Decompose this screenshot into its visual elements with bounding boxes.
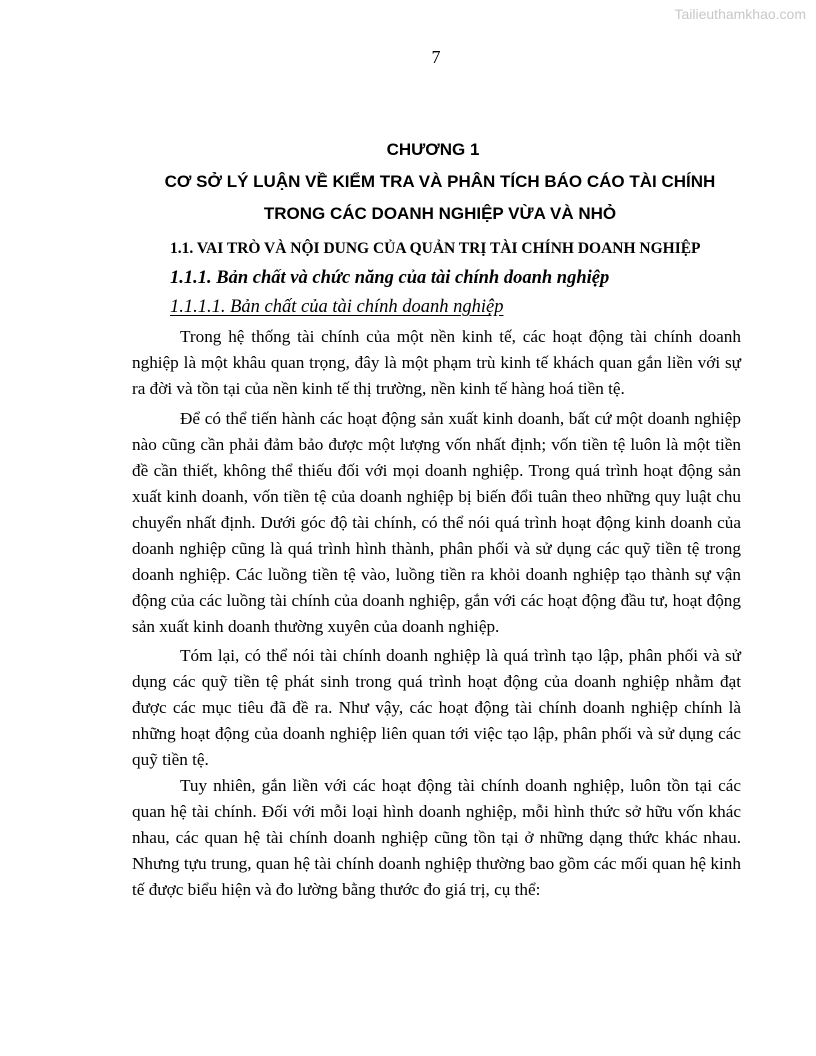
paragraph-text: Để có thể tiến hành các hoạt động sản xuất kinh doanh, bất cứ một doanh nghiệp nào cũng cần phải đảm bảo được một lượng vốn nhất định; vốn tiền tệ luôn là một tiền đề cần thiết, không thể thiếu đối với mọi doanh nghiệp. Trong quá trình hoạt động sản xuất kinh doanh, vốn tiền tệ của doanh nghiệp bị biến đổi tuân theo những quy luật chu chuyển nhất định. Dưới góc độ tài chính, có thể nói quá trình hoạt động kinh doanh của doanh nghiệp cũng là quá trình hình thành, phân phối và sử dụng các quỹ tiền tệ trong doanh nghiệp. Các luồng tiền tệ vào, luồng tiền ra khỏi doanh nghiệp tạo thành sự vận động của các luồng tài chính của doanh nghiệp, gắn với các hoạt động đầu tư, hoạt động sản xuất kinh doanh thường xuyên của doanh nghiệp. — [132, 409, 741, 636]
body-paragraph-2 — [132, 406, 741, 640]
body-paragraph-4 — [132, 773, 741, 903]
watermark: Tailieuthamkhao.com — [674, 6, 806, 22]
subsubsection-heading: 1.1.1.1. Bản chất của tài chính doanh nghiệp — [170, 297, 504, 317]
page-number: 7 — [431, 47, 441, 67]
chapter-title-line-1: CƠ SỞ LÝ LUẬN VỀ KIỂM TRA VÀ PHÂN TÍCH BÁO CÁO TÀI CHÍNH — [164, 172, 716, 191]
paragraph-text: Trong hệ thống tài chính của một nền kinh tế, các hoạt động tài chính doanh nghiệp là một khâu quan trọng, đây là một phạm trù kinh tế khách quan gắn liền với sự ra đời và tồn tại của nền kinh tế thị trường, nền kinh tế hàng hoá tiền tệ. — [132, 327, 741, 398]
subsection-heading: 1.1.1. Bản chất và chức năng của tài chính doanh nghiệp — [170, 268, 610, 288]
body-paragraph-3 — [132, 643, 741, 773]
paragraph-text: Tuy nhiên, gắn liền với các hoạt động tài chính doanh nghiệp, luôn tồn tại các quan hệ tài chính. Đối với mỗi loại hình doanh nghiệp, mỗi hình thức sở hữu vốn khác nhau, các quan hệ tài chính doanh nghiệp cũng tồn tại ở những dạng thức khác nhau. Nhưng tựu trung, quan hệ tài chính doanh nghiệp thường bao gồm các mối quan hệ kinh tế được biểu hiện và đo lường bằng thước đo giá trị, cụ thể: — [132, 776, 741, 899]
section-heading: 1.1. VAI TRÒ VÀ NỘI DUNG CỦA QUẢN TRỊ TÀI CHÍNH DOANH NGHIỆP — [170, 240, 701, 257]
chapter-title-line-2: TRONG CÁC DOANH NGHIỆP VỪA VÀ NHỎ — [263, 204, 617, 223]
chapter-label: CHƯƠNG 1 — [386, 140, 480, 159]
body-paragraph-1 — [132, 324, 741, 402]
paragraph-text: Tóm lại, có thể nói tài chính doanh nghiệp là quá trình tạo lập, phân phối và sử dụng các quỹ tiền tệ phát sinh trong quá trình hoạt động của doanh nghiệp nhằm đạt được các mục tiêu đã đề ra. Như vậy, các hoạt động tài chính doanh nghiệp chính là những hoạt động của doanh nghiệp liên quan tới việc tạo lập, phân phối và sử dụng các quỹ tiền tệ. — [132, 646, 741, 769]
